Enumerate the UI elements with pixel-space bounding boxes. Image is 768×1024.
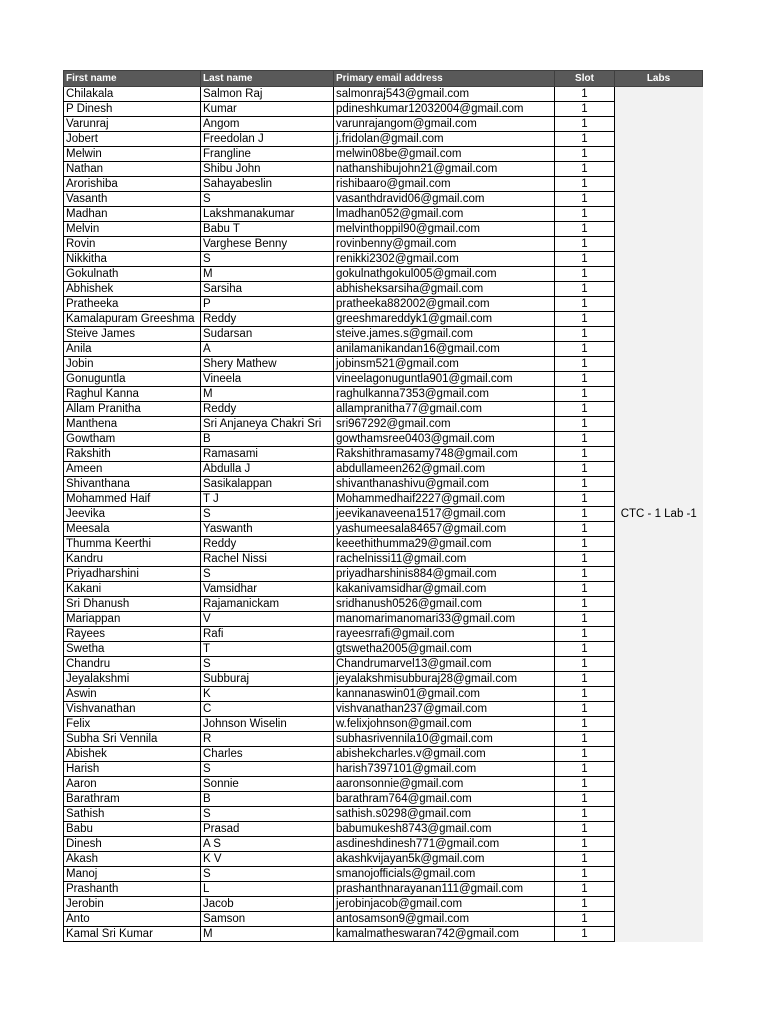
header-email[interactable]: Primary email address: [334, 71, 555, 87]
table-row: [64, 837, 703, 852]
last-name-cell[interactable]: Abdulla J: [201, 462, 334, 477]
last-name-cell[interactable]: S: [201, 567, 334, 582]
last-name-cell[interactable]: Ramasami: [201, 447, 334, 462]
table-row: [64, 402, 703, 417]
table-row: [64, 672, 703, 687]
first-name-cell[interactable]: P Dinesh: [64, 102, 201, 117]
first-name-cell[interactable]: Vasanth: [64, 192, 201, 207]
table-row: [64, 612, 703, 627]
first-name-cell[interactable]: Mohammed Haif: [64, 492, 201, 507]
slot-cell[interactable]: 1: [555, 222, 615, 237]
first-name-cell[interactable]: Chilakala: [64, 87, 201, 102]
email-cell[interactable]: babumukesh8743@gmail.com: [334, 822, 555, 837]
slot-cell[interactable]: 1: [555, 867, 615, 882]
slot-cell[interactable]: 1: [555, 297, 615, 312]
first-name-cell[interactable]: Akash: [64, 852, 201, 867]
first-name-cell[interactable]: Manthena: [64, 417, 201, 432]
table-row: [64, 507, 703, 522]
slot-cell[interactable]: 1: [555, 387, 615, 402]
last-name-cell[interactable]: T: [201, 642, 334, 657]
last-name-cell[interactable]: Reddy: [201, 537, 334, 552]
slot-cell[interactable]: 1: [555, 897, 615, 912]
last-name-cell[interactable]: Johnson Wiselin: [201, 717, 334, 732]
email-cell[interactable]: barathram764@gmail.com: [334, 792, 555, 807]
first-name-cell[interactable]: Kandru: [64, 552, 201, 567]
first-name-cell[interactable]: Mariappan: [64, 612, 201, 627]
email-cell[interactable]: rayeesrrafi@gmail.com: [334, 627, 555, 642]
email-cell[interactable]: jeyalakshmisubburaj28@gmail.com: [334, 672, 555, 687]
table-row: [64, 327, 703, 342]
email-cell[interactable]: smanojofficials@gmail.com: [334, 867, 555, 882]
labs-merged-cell[interactable]: CTC - 1 Lab -1: [615, 87, 703, 942]
table-row: [64, 522, 703, 537]
email-cell[interactable]: melvinthoppil90@gmail.com: [334, 222, 555, 237]
slot-cell[interactable]: 1: [555, 597, 615, 612]
table-row: [64, 462, 703, 477]
first-name-cell[interactable]: Kamalapuram Greeshma: [64, 312, 201, 327]
email-cell[interactable]: raghulkanna7353@gmail.com: [334, 387, 555, 402]
header-slot[interactable]: Slot: [555, 71, 615, 87]
first-name-cell[interactable]: Ameen: [64, 462, 201, 477]
slot-cell[interactable]: 1: [555, 417, 615, 432]
email-cell[interactable]: anilamanikandan16@gmail.com: [334, 342, 555, 357]
first-name-cell[interactable]: Swetha: [64, 642, 201, 657]
last-name-cell[interactable]: Rafi: [201, 627, 334, 642]
table-row: [64, 867, 703, 882]
slot-cell[interactable]: 1: [555, 207, 615, 222]
table-row: [64, 552, 703, 567]
email-cell[interactable]: allampranitha77@gmail.com: [334, 402, 555, 417]
table-row: [64, 852, 703, 867]
roster-table: [63, 70, 703, 942]
first-name-cell[interactable]: Prashanth: [64, 882, 201, 897]
email-cell[interactable]: yashumeesala84657@gmail.com: [334, 522, 555, 537]
email-cell[interactable]: lmadhan052@gmail.com: [334, 207, 555, 222]
table-row: [64, 912, 703, 927]
first-name-cell[interactable]: Allam Pranitha: [64, 402, 201, 417]
table-row: [64, 312, 703, 327]
last-name-cell[interactable]: Kumar: [201, 102, 334, 117]
email-cell[interactable]: kakanivamsidhar@gmail.com: [334, 582, 555, 597]
slot-cell[interactable]: 1: [555, 87, 615, 102]
email-cell[interactable]: rachelnissi11@gmail.com: [334, 552, 555, 567]
first-name-cell[interactable]: Felix: [64, 717, 201, 732]
slot-cell[interactable]: 1: [555, 372, 615, 387]
slot-cell[interactable]: 1: [555, 357, 615, 372]
first-name-cell[interactable]: Jeevika: [64, 507, 201, 522]
last-name-cell[interactable]: Charles: [201, 747, 334, 762]
first-name-cell[interactable]: Babu: [64, 822, 201, 837]
email-cell[interactable]: pratheeka882002@gmail.com: [334, 297, 555, 312]
first-name-cell[interactable]: Aaron: [64, 777, 201, 792]
table-row: [64, 747, 703, 762]
first-name-cell[interactable]: Jobert: [64, 132, 201, 147]
first-name-cell[interactable]: Rakshith: [64, 447, 201, 462]
last-name-cell[interactable]: R: [201, 732, 334, 747]
last-name-cell[interactable]: Jacob: [201, 897, 334, 912]
last-name-cell[interactable]: K V: [201, 852, 334, 867]
first-name-cell[interactable]: Anila: [64, 342, 201, 357]
last-name-cell[interactable]: Sahayabeslin: [201, 177, 334, 192]
slot-cell[interactable]: 1: [555, 492, 615, 507]
table-row: [64, 807, 703, 822]
table-row: [64, 132, 703, 147]
last-name-cell[interactable]: P: [201, 297, 334, 312]
last-name-cell[interactable]: S: [201, 867, 334, 882]
last-name-cell[interactable]: Sasikalappan: [201, 477, 334, 492]
table-row: [64, 537, 703, 552]
email-cell[interactable]: harish7397101@gmail.com: [334, 762, 555, 777]
email-cell[interactable]: asdineshdinesh771@gmail.com: [334, 837, 555, 852]
first-name-cell[interactable]: Gokulnath: [64, 267, 201, 282]
last-name-cell[interactable]: Lakshmanakumar: [201, 207, 334, 222]
slot-cell[interactable]: 1: [555, 852, 615, 867]
slot-cell[interactable]: 1: [555, 267, 615, 282]
last-name-cell[interactable]: V: [201, 612, 334, 627]
email-cell[interactable]: rishibaaro@gmail.com: [334, 177, 555, 192]
last-name-cell[interactable]: Sudarsan: [201, 327, 334, 342]
slot-cell[interactable]: 1: [555, 282, 615, 297]
slot-cell[interactable]: 1: [555, 102, 615, 117]
table-row: [64, 147, 703, 162]
email-cell[interactable]: Chandrumarvel13@gmail.com: [334, 657, 555, 672]
table-row: [64, 882, 703, 897]
email-cell[interactable]: Mohammedhaif2227@gmail.com: [334, 492, 555, 507]
slot-cell[interactable]: 1: [555, 402, 615, 417]
last-name-cell[interactable]: Reddy: [201, 402, 334, 417]
email-cell[interactable]: sridhanush0526@gmail.com: [334, 597, 555, 612]
slot-cell[interactable]: 1: [555, 177, 615, 192]
last-name-cell[interactable]: C: [201, 702, 334, 717]
table-row: [64, 102, 703, 117]
table-row: [64, 762, 703, 777]
email-cell[interactable]: varunrajangom@gmail.com: [334, 117, 555, 132]
email-cell[interactable]: abdullameen262@gmail.com: [334, 462, 555, 477]
first-name-cell[interactable]: Priyadharshini: [64, 567, 201, 582]
first-name-cell[interactable]: Dinesh: [64, 837, 201, 852]
first-name-cell[interactable]: Subha Sri Vennila: [64, 732, 201, 747]
table-row: [64, 372, 703, 387]
slot-cell[interactable]: 1: [555, 702, 615, 717]
first-name-cell[interactable]: Kamal Sri Kumar: [64, 927, 201, 942]
last-name-cell[interactable]: Sri Anjaneya Chakri Sri: [201, 417, 334, 432]
slot-cell[interactable]: 1: [555, 717, 615, 732]
slot-cell[interactable]: 1: [555, 732, 615, 747]
table-row: [64, 162, 703, 177]
slot-cell[interactable]: 1: [555, 117, 615, 132]
table-row: [64, 192, 703, 207]
last-name-cell[interactable]: S: [201, 657, 334, 672]
table-row: [64, 267, 703, 282]
last-name-cell[interactable]: S: [201, 807, 334, 822]
first-name-cell[interactable]: Jobin: [64, 357, 201, 372]
last-name-cell[interactable]: L: [201, 882, 334, 897]
table-row: [64, 282, 703, 297]
table-row: [64, 822, 703, 837]
email-cell[interactable]: salmonraj543@gmail.com: [334, 87, 555, 102]
email-cell[interactable]: w.felixjohnson@gmail.com: [334, 717, 555, 732]
slot-cell[interactable]: 1: [555, 132, 615, 147]
slot-cell[interactable]: 1: [555, 462, 615, 477]
email-cell[interactable]: Rakshithramasamy748@gmail.com: [334, 447, 555, 462]
first-name-cell[interactable]: Harish: [64, 762, 201, 777]
last-name-cell[interactable]: B: [201, 432, 334, 447]
last-name-cell[interactable]: M: [201, 387, 334, 402]
slot-cell[interactable]: 1: [555, 612, 615, 627]
slot-cell[interactable]: 1: [555, 837, 615, 852]
first-name-cell[interactable]: Varunraj: [64, 117, 201, 132]
table-row: [64, 687, 703, 702]
slot-cell[interactable]: 1: [555, 162, 615, 177]
last-name-cell[interactable]: Freedolan J: [201, 132, 334, 147]
slot-cell[interactable]: 1: [555, 567, 615, 582]
slot-cell[interactable]: 1: [555, 672, 615, 687]
slot-cell[interactable]: 1: [555, 342, 615, 357]
first-name-cell[interactable]: Nikkitha: [64, 252, 201, 267]
first-name-cell[interactable]: Abishek: [64, 747, 201, 762]
table-row: [64, 222, 703, 237]
header-first-name[interactable]: First name: [64, 71, 201, 87]
first-name-cell[interactable]: Vishvanathan: [64, 702, 201, 717]
last-name-cell[interactable]: Rachel Nissi: [201, 552, 334, 567]
last-name-cell[interactable]: Reddy: [201, 312, 334, 327]
last-name-cell[interactable]: Sarsiha: [201, 282, 334, 297]
last-name-cell[interactable]: B: [201, 792, 334, 807]
last-name-cell[interactable]: Yaswanth: [201, 522, 334, 537]
first-name-cell[interactable]: Steive James: [64, 327, 201, 342]
slot-cell[interactable]: 1: [555, 192, 615, 207]
first-name-cell[interactable]: Gowtham: [64, 432, 201, 447]
slot-cell[interactable]: 1: [555, 912, 615, 927]
slot-cell[interactable]: 1: [555, 147, 615, 162]
first-name-cell[interactable]: Jerobin: [64, 897, 201, 912]
table-row: [64, 717, 703, 732]
first-name-cell[interactable]: Sri Dhanush: [64, 597, 201, 612]
email-cell[interactable]: kannanaswin01@gmail.com: [334, 687, 555, 702]
table-row: [64, 642, 703, 657]
email-cell[interactable]: vishvanathan237@gmail.com: [334, 702, 555, 717]
first-name-cell[interactable]: Anto: [64, 912, 201, 927]
first-name-cell[interactable]: Arorishiba: [64, 177, 201, 192]
slot-cell[interactable]: 1: [555, 312, 615, 327]
header-row: [64, 71, 703, 87]
slot-cell[interactable]: 1: [555, 537, 615, 552]
slot-cell[interactable]: 1: [555, 447, 615, 462]
last-name-cell[interactable]: T J: [201, 492, 334, 507]
slot-cell[interactable]: 1: [555, 237, 615, 252]
first-name-cell[interactable]: Rovin: [64, 237, 201, 252]
table-row: [64, 87, 703, 102]
last-name-cell[interactable]: Vamsidhar: [201, 582, 334, 597]
header-last-name[interactable]: Last name: [201, 71, 334, 87]
slot-cell[interactable]: 1: [555, 252, 615, 267]
first-name-cell[interactable]: Sathish: [64, 807, 201, 822]
email-cell[interactable]: steive.james.s@gmail.com: [334, 327, 555, 342]
slot-cell[interactable]: 1: [555, 807, 615, 822]
table-row: [64, 252, 703, 267]
slot-cell[interactable]: 1: [555, 822, 615, 837]
first-name-cell[interactable]: Madhan: [64, 207, 201, 222]
table-row: [64, 567, 703, 582]
table-row: [64, 492, 703, 507]
slot-cell[interactable]: 1: [555, 747, 615, 762]
last-name-cell[interactable]: Subburaj: [201, 672, 334, 687]
slot-cell[interactable]: 1: [555, 552, 615, 567]
first-name-cell[interactable]: Barathram: [64, 792, 201, 807]
email-cell[interactable]: subhasrivennila10@gmail.com: [334, 732, 555, 747]
table-row: [64, 177, 703, 192]
table-row: [64, 582, 703, 597]
email-cell[interactable]: gtswetha2005@gmail.com: [334, 642, 555, 657]
first-name-cell[interactable]: Jeyalakshmi: [64, 672, 201, 687]
table-row: [64, 657, 703, 672]
last-name-cell[interactable]: S: [201, 507, 334, 522]
email-cell[interactable]: gokulnathgokul005@gmail.com: [334, 267, 555, 282]
email-cell[interactable]: jobinsm521@gmail.com: [334, 357, 555, 372]
email-cell[interactable]: abhisheksarsiha@gmail.com: [334, 282, 555, 297]
email-cell[interactable]: nathanshibujohn21@gmail.com: [334, 162, 555, 177]
first-name-cell[interactable]: Pratheeka: [64, 297, 201, 312]
first-name-cell[interactable]: Melvin: [64, 222, 201, 237]
first-name-cell[interactable]: Abhishek: [64, 282, 201, 297]
table-row: [64, 387, 703, 402]
slot-cell[interactable]: 1: [555, 582, 615, 597]
slot-cell[interactable]: 1: [555, 507, 615, 522]
table-row: [64, 777, 703, 792]
table-row: [64, 432, 703, 447]
email-cell[interactable]: aaronsonnie@gmail.com: [334, 777, 555, 792]
table-row: [64, 597, 703, 612]
first-name-cell[interactable]: Manoj: [64, 867, 201, 882]
first-name-cell[interactable]: Shivanthana: [64, 477, 201, 492]
slot-cell[interactable]: 1: [555, 882, 615, 897]
table-row: [64, 897, 703, 912]
table-row: [64, 357, 703, 372]
last-name-cell[interactable]: Samson: [201, 912, 334, 927]
table-row: [64, 477, 703, 492]
email-cell[interactable]: priyadharshinis884@gmail.com: [334, 567, 555, 582]
slot-cell[interactable]: 1: [555, 642, 615, 657]
last-name-cell[interactable]: A S: [201, 837, 334, 852]
last-name-cell[interactable]: Vineela: [201, 372, 334, 387]
slot-cell[interactable]: 1: [555, 687, 615, 702]
last-name-cell[interactable]: K: [201, 687, 334, 702]
email-cell[interactable]: j.fridolan@gmail.com: [334, 132, 555, 147]
table-row: [64, 447, 703, 462]
email-cell[interactable]: jeevikanaveena1517@gmail.com: [334, 507, 555, 522]
slot-cell[interactable]: 1: [555, 762, 615, 777]
table-row: [64, 417, 703, 432]
email-cell[interactable]: greeshmareddyk1@gmail.com: [334, 312, 555, 327]
first-name-cell[interactable]: Gonuguntla: [64, 372, 201, 387]
slot-cell[interactable]: 1: [555, 777, 615, 792]
last-name-cell[interactable]: S: [201, 252, 334, 267]
table-row: [64, 627, 703, 642]
slot-cell[interactable]: 1: [555, 477, 615, 492]
slot-cell[interactable]: 1: [555, 432, 615, 447]
table-row: [64, 297, 703, 312]
email-cell[interactable]: antosamson9@gmail.com: [334, 912, 555, 927]
last-name-cell[interactable]: Salmon Raj: [201, 87, 334, 102]
first-name-cell[interactable]: Meesala: [64, 522, 201, 537]
last-name-cell[interactable]: A: [201, 342, 334, 357]
email-cell[interactable]: manomarimanomari33@gmail.com: [334, 612, 555, 627]
table-row: [64, 732, 703, 747]
slot-cell[interactable]: 1: [555, 927, 615, 942]
email-cell[interactable]: renikki2302@gmail.com: [334, 252, 555, 267]
email-cell[interactable]: jerobinjacob@gmail.com: [334, 897, 555, 912]
table-row: [64, 342, 703, 357]
first-name-cell[interactable]: Rayees: [64, 627, 201, 642]
email-cell[interactable]: rovinbenny@gmail.com: [334, 237, 555, 252]
last-name-cell[interactable]: Babu T: [201, 222, 334, 237]
last-name-cell[interactable]: S: [201, 192, 334, 207]
last-name-cell[interactable]: Sonnie: [201, 777, 334, 792]
first-name-cell[interactable]: Raghul Kanna: [64, 387, 201, 402]
slot-cell[interactable]: 1: [555, 792, 615, 807]
email-cell[interactable]: kamalmatheswaran742@gmail.com: [334, 927, 555, 942]
last-name-cell[interactable]: Shery Mathew: [201, 357, 334, 372]
table-row: [64, 237, 703, 252]
table-row: [64, 117, 703, 132]
email-cell[interactable]: keeethithumma29@gmail.com: [334, 537, 555, 552]
last-name-cell[interactable]: S: [201, 762, 334, 777]
slot-cell[interactable]: 1: [555, 627, 615, 642]
email-cell[interactable]: prashanthnarayanan111@gmail.com: [334, 882, 555, 897]
header-labs[interactable]: Labs: [615, 71, 703, 87]
slot-cell[interactable]: 1: [555, 657, 615, 672]
slot-cell[interactable]: 1: [555, 327, 615, 342]
slot-cell[interactable]: 1: [555, 522, 615, 537]
email-cell[interactable]: gowthamsree0403@gmail.com: [334, 432, 555, 447]
first-name-cell[interactable]: Chandru: [64, 657, 201, 672]
email-cell[interactable]: abishekcharles.v@gmail.com: [334, 747, 555, 762]
last-name-cell[interactable]: M: [201, 927, 334, 942]
table-row: [64, 927, 703, 942]
email-cell[interactable]: sathish.s0298@gmail.com: [334, 807, 555, 822]
email-cell[interactable]: sri967292@gmail.com: [334, 417, 555, 432]
first-name-cell[interactable]: Kakani: [64, 582, 201, 597]
first-name-cell[interactable]: Nathan: [64, 162, 201, 177]
last-name-cell[interactable]: M: [201, 267, 334, 282]
email-cell[interactable]: vineelagonuguntla901@gmail.com: [334, 372, 555, 387]
email-cell[interactable]: akashkvijayan5k@gmail.com: [334, 852, 555, 867]
email-cell[interactable]: shivanthanashivu@gmail.com: [334, 477, 555, 492]
table-row: [64, 207, 703, 222]
table-row: [64, 792, 703, 807]
last-name-cell[interactable]: Frangline: [201, 147, 334, 162]
table-row: [64, 702, 703, 717]
roster-body: [64, 87, 703, 942]
last-name-cell[interactable]: Varghese Benny: [201, 237, 334, 252]
last-name-cell[interactable]: Angom: [201, 117, 334, 132]
last-name-cell[interactable]: Prasad: [201, 822, 334, 837]
first-name-cell[interactable]: Thumma Keerthi: [64, 537, 201, 552]
first-name-cell[interactable]: Melwin: [64, 147, 201, 162]
email-cell[interactable]: vasanthdravid06@gmail.com: [334, 192, 555, 207]
first-name-cell[interactable]: Aswin: [64, 687, 201, 702]
last-name-cell[interactable]: Shibu John: [201, 162, 334, 177]
email-cell[interactable]: melwin08be@gmail.com: [334, 147, 555, 162]
last-name-cell[interactable]: Rajamanickam: [201, 597, 334, 612]
email-cell[interactable]: pdineshkumar12032004@gmail.com: [334, 102, 555, 117]
spreadsheet-sheet: [63, 70, 703, 942]
